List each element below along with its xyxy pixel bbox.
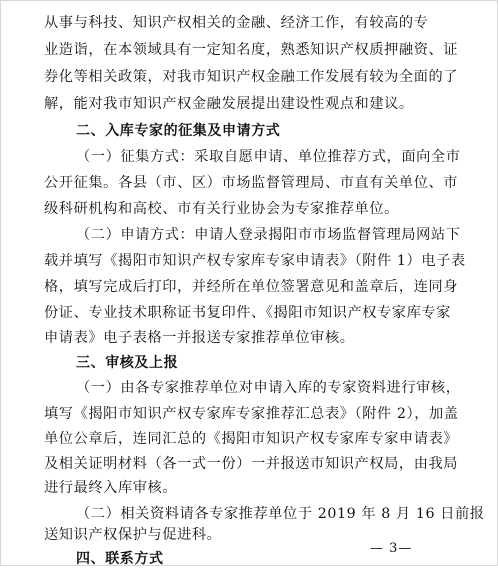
paragraph-line: （一）由各专家推荐单位对申请入库的专家资料进行审核， bbox=[76, 380, 461, 396]
paragraph-line: 级科研机构和高校、市有关行业协会为专家推荐单位。 bbox=[44, 201, 399, 217]
paragraph-line: 送知识产权保护与促进科。 bbox=[44, 527, 222, 543]
paragraph-line: 格，填写完成后打印，并经所在单位签署意见和盖章后，连同身 bbox=[44, 279, 459, 295]
page-number: — 3— bbox=[370, 541, 413, 556]
paragraph-line: 份证、专业技术职称证书复印件、《揭阳市知识产权专家库专家 bbox=[44, 305, 451, 321]
paragraph-line: 解，能对我市知识产权金融发展提出建设性观点和建议。 bbox=[44, 96, 414, 112]
paragraph-line: 单位公章后，连同汇总的《揭阳市知识产权专家库专家申请表》 bbox=[44, 431, 459, 447]
paragraph-line: 业造诣，在本领域具有一定知名度，熟悉知识产权质押融资、证 bbox=[44, 42, 459, 58]
paragraph-line: 进行最终入库审核。 bbox=[44, 480, 178, 496]
section-heading: 四、联系方式 bbox=[76, 551, 164, 567]
paragraph-line: （二）相关资料请各专家推荐单位于 2019 年 8 月 16 日前报 bbox=[76, 506, 485, 522]
paragraph-line: 填写《揭阳市知识产权专家库专家推荐汇总表》（附件 2），加盖 bbox=[44, 406, 459, 422]
paragraph-line: 申请表》电子表格一并报送专家推荐单位审核。 bbox=[44, 330, 355, 346]
paragraph-line: （一）征集方式：采取自愿申请、单位推荐方式，面向全市 bbox=[76, 149, 461, 165]
section-heading: 二、入库专家的征集及申请方式 bbox=[76, 123, 281, 139]
paragraph-line: （二）申请方式：申请人登录揭阳市市场监督管理局网站下 bbox=[76, 227, 461, 243]
section-heading: 三、审核及上报 bbox=[76, 355, 179, 371]
paragraph-line: 券化等相关政策，对我市知识产权金融工作发展有较为全面的了 bbox=[44, 69, 459, 85]
paragraph-line: 从事与科技、知识产权相关的金融、经济工作，有较高的专 bbox=[44, 15, 429, 31]
paragraph-line: 载并填写《揭阳市知识产权专家库专家申请表》（附件 1）电子表 bbox=[44, 253, 466, 269]
paragraph-line: 公开征集。各县（市、区）市场监督管理局、市直有关单位、市 bbox=[44, 175, 459, 191]
paragraph-line: 及相关证明材料（各一式一份）一并报送市知识产权局，由我局 bbox=[44, 456, 459, 472]
